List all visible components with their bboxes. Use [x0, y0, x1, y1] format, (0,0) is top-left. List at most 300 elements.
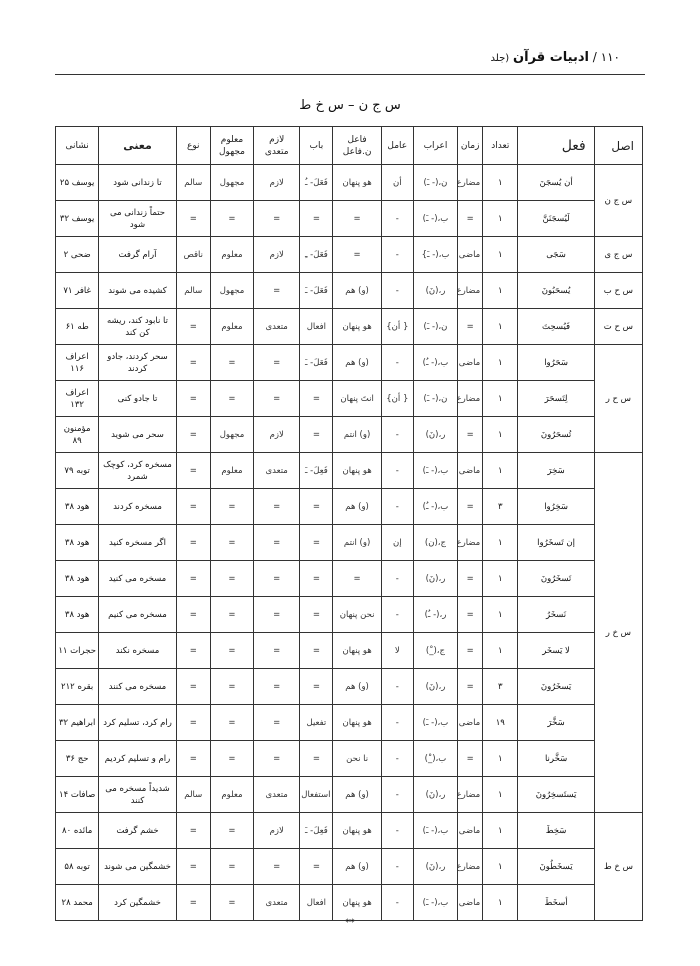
- count-cell: ۳: [483, 669, 518, 705]
- governor-cell: -: [381, 345, 413, 381]
- running-head: [491, 50, 620, 65]
- voice-cell: مجهول: [210, 165, 253, 201]
- verb-cell: نَسخَرُ: [518, 597, 594, 633]
- transitivity-cell: لازم: [254, 813, 300, 849]
- table-row: [56, 237, 643, 273]
- table-header-row: [56, 127, 643, 165]
- table-row: [56, 741, 643, 777]
- col-header-reference: نشانی: [56, 127, 99, 165]
- verb-table: [55, 126, 643, 921]
- tense-cell: ماضی: [458, 885, 483, 921]
- table-row: [56, 309, 643, 345]
- root-cell: س خ ر: [594, 453, 642, 813]
- inflection-cell: ج،(ن): [413, 525, 457, 561]
- transitivity-cell: =: [254, 561, 300, 597]
- voice-cell: =: [210, 849, 253, 885]
- subject-cell: هو پنهان: [333, 309, 381, 345]
- reference-cell: مائده ۸۰: [56, 813, 99, 849]
- subject-cell: نحن پنهان: [333, 597, 381, 633]
- reference-cell: توبه ۵۸: [56, 849, 99, 885]
- tense-cell: =: [458, 489, 483, 525]
- reference-cell: یوسف ۳۲: [56, 201, 99, 237]
- inflection-cell: ب،(- ـَ): [413, 885, 457, 921]
- verb-cell: سَخِطَ: [518, 813, 594, 849]
- transitivity-cell: =: [254, 849, 300, 885]
- pattern-cell: فَعَلَ- ـَ: [300, 345, 333, 381]
- count-cell: ۱: [483, 633, 518, 669]
- meaning-cell: خشم گرفت: [99, 813, 176, 849]
- table-row: [56, 201, 643, 237]
- reference-cell: بقره ۲۱۲: [56, 669, 99, 705]
- subject-cell: (و) هم: [333, 273, 381, 309]
- col-header-verb: فعل: [518, 127, 594, 165]
- reference-cell: طه ۶۱: [56, 309, 99, 345]
- count-cell: ۱: [483, 381, 518, 417]
- tense-cell: =: [458, 309, 483, 345]
- pattern-cell: فَعِلَ- ـَ: [300, 813, 333, 849]
- governor-cell: -: [381, 813, 413, 849]
- meaning-cell: تا نابود کند، ریشه کن کند: [99, 309, 176, 345]
- voice-cell: =: [210, 381, 253, 417]
- transitivity-cell: =: [254, 525, 300, 561]
- reference-cell: حج ۳۶: [56, 741, 99, 777]
- table-row: [56, 705, 643, 741]
- inflection-cell: ب،(- ـُ): [413, 489, 457, 525]
- transitivity-cell: =: [254, 633, 300, 669]
- pattern-cell: =: [300, 381, 333, 417]
- verb-cell: تَسخَرُونَ: [518, 561, 594, 597]
- count-cell: ۱: [483, 309, 518, 345]
- reference-cell: مؤمنون ۸۹: [56, 417, 99, 453]
- verb-cell: أن يُسجَنَ: [518, 165, 594, 201]
- transitivity-cell: لازم: [254, 237, 300, 273]
- table-row: [56, 813, 643, 849]
- voice-cell: =: [210, 525, 253, 561]
- table-row: [56, 273, 643, 309]
- pattern-cell: فَعَلَ- ـِ: [300, 237, 333, 273]
- pattern-cell: =: [300, 597, 333, 633]
- table-row: [56, 489, 643, 525]
- volume-label: (جلد: [490, 53, 510, 64]
- meaning-cell: تا زندانی شود: [99, 165, 176, 201]
- type-cell: =: [176, 309, 210, 345]
- subject-cell: =: [333, 201, 381, 237]
- table-row: [56, 165, 643, 201]
- col-header-voice: معلوم مجهول: [210, 127, 253, 165]
- book-title: ادبیات قرآن: [513, 50, 589, 65]
- tense-cell: =: [458, 201, 483, 237]
- verb-cell: سَجَی: [518, 237, 594, 273]
- count-cell: ۱: [483, 417, 518, 453]
- inflection-cell: ر،(نَ): [413, 561, 457, 597]
- table-row: [56, 885, 643, 921]
- reference-cell: غافر ۷۱: [56, 273, 99, 309]
- footer-mark: **: [345, 918, 355, 928]
- governor-cell: { أن}: [381, 381, 413, 417]
- subject-cell: هو پنهان: [333, 813, 381, 849]
- governor-cell: -: [381, 201, 413, 237]
- verb-cell: فَيُسحِتَ: [518, 309, 594, 345]
- tense-cell: ماضی: [458, 345, 483, 381]
- col-header-type: نوع: [176, 127, 210, 165]
- voice-cell: =: [210, 633, 253, 669]
- verb-cell: أسخَطَ: [518, 885, 594, 921]
- transitivity-cell: لازم: [254, 417, 300, 453]
- pattern-cell: فَعَلَ- ـَ: [300, 273, 333, 309]
- tense-cell: =: [458, 633, 483, 669]
- table-row: [56, 345, 643, 381]
- transitivity-cell: =: [254, 489, 300, 525]
- count-cell: ۱: [483, 849, 518, 885]
- type-cell: =: [176, 417, 210, 453]
- inflection-cell: ب،(- ـَ}: [413, 237, 457, 273]
- governor-cell: لا: [381, 633, 413, 669]
- type-cell: =: [176, 345, 210, 381]
- count-cell: ۱۹: [483, 705, 518, 741]
- meaning-cell: خشمگین کرد: [99, 885, 176, 921]
- reference-cell: توبه ۷۹: [56, 453, 99, 489]
- meaning-cell: کشیده می شوند: [99, 273, 176, 309]
- transitivity-cell: متعدی: [254, 777, 300, 813]
- governor-cell: -: [381, 777, 413, 813]
- tense-cell: =: [458, 669, 483, 705]
- verb-cell: لِتَسحَرَ: [518, 381, 594, 417]
- voice-cell: معلوم: [210, 453, 253, 489]
- type-cell: =: [176, 597, 210, 633]
- reference-cell: یوسف ۲۵: [56, 165, 99, 201]
- tense-cell: ماضی: [458, 453, 483, 489]
- inflection-cell: ن،(- ـَ): [413, 309, 457, 345]
- col-header-transitivity: لازم متعدی: [254, 127, 300, 165]
- tense-cell: مضارع: [458, 525, 483, 561]
- type-cell: =: [176, 705, 210, 741]
- meaning-cell: مسخره کردند: [99, 489, 176, 525]
- col-header-governor: عامل: [381, 127, 413, 165]
- inflection-cell: ن،(- ـَ): [413, 381, 457, 417]
- type-cell: سالم: [176, 273, 210, 309]
- inflection-cell: ر،(نَ): [413, 669, 457, 705]
- meaning-cell: حتماً زندانی می شود: [99, 201, 176, 237]
- type-cell: =: [176, 741, 210, 777]
- governor-cell: -: [381, 237, 413, 273]
- verb-cell: إن تَسخَرُوا: [518, 525, 594, 561]
- governor-cell: -: [381, 885, 413, 921]
- count-cell: ۱: [483, 237, 518, 273]
- reference-cell: حجرات ۱۱: [56, 633, 99, 669]
- voice-cell: =: [210, 885, 253, 921]
- tense-cell: مضارع: [458, 165, 483, 201]
- voice-cell: =: [210, 561, 253, 597]
- verb-cell: يَسخَرُونَ: [518, 669, 594, 705]
- subject-cell: هو پنهان: [333, 453, 381, 489]
- subject-cell: (و) هم: [333, 345, 381, 381]
- voice-cell: =: [210, 813, 253, 849]
- subject-cell: (و) هم: [333, 777, 381, 813]
- col-header-tense: زمان: [458, 127, 483, 165]
- transitivity-cell: متعدی: [254, 309, 300, 345]
- verb-cell: يَسخَطُونَ: [518, 849, 594, 885]
- governor-cell: أن: [381, 165, 413, 201]
- verb-cell: سَخِرَ: [518, 453, 594, 489]
- root-cell: س خ ط: [594, 813, 642, 921]
- col-header-root: اصل: [594, 127, 642, 165]
- governor-cell: -: [381, 597, 413, 633]
- tense-cell: =: [458, 417, 483, 453]
- subject-cell: هو پنهان: [333, 885, 381, 921]
- tense-cell: =: [458, 741, 483, 777]
- subject-cell: =: [333, 561, 381, 597]
- subject-cell: هو پنهان: [333, 705, 381, 741]
- type-cell: =: [176, 849, 210, 885]
- meaning-cell: مسخره می کنند: [99, 669, 176, 705]
- meaning-cell: تا جادو کنی: [99, 381, 176, 417]
- pattern-cell: =: [300, 525, 333, 561]
- count-cell: ۳: [483, 489, 518, 525]
- transitivity-cell: =: [254, 741, 300, 777]
- reference-cell: اعراف ۱۱۶: [56, 345, 99, 381]
- voice-cell: مجهول: [210, 273, 253, 309]
- head-separator: /: [592, 50, 597, 64]
- governor-cell: -: [381, 849, 413, 885]
- page-number: ۱۱۰: [600, 50, 620, 64]
- table-row: [56, 417, 643, 453]
- subject-cell: نا نحن: [333, 741, 381, 777]
- subject-cell: (و) هم: [333, 669, 381, 705]
- transitivity-cell: =: [254, 201, 300, 237]
- voice-cell: =: [210, 705, 253, 741]
- inflection-cell: ب،(- ـَ): [413, 813, 457, 849]
- verb-cell: سَخَّرنا: [518, 741, 594, 777]
- voice-cell: =: [210, 345, 253, 381]
- meaning-cell: آرام گرفت: [99, 237, 176, 273]
- table-row: [56, 669, 643, 705]
- table-row: [56, 633, 643, 669]
- meaning-cell: خشمگین می شوند: [99, 849, 176, 885]
- type-cell: =: [176, 381, 210, 417]
- pattern-cell: افعال: [300, 309, 333, 345]
- meaning-cell: سحر می شوید: [99, 417, 176, 453]
- governor-cell: -: [381, 417, 413, 453]
- voice-cell: =: [210, 489, 253, 525]
- reference-cell: ضحی ۲: [56, 237, 99, 273]
- pattern-cell: =: [300, 489, 333, 525]
- pattern-cell: =: [300, 417, 333, 453]
- pattern-cell: =: [300, 849, 333, 885]
- count-cell: ۱: [483, 777, 518, 813]
- governor-cell: إن: [381, 525, 413, 561]
- reference-cell: اعراف ۱۳۲: [56, 381, 99, 417]
- reference-cell: هود ۳۸: [56, 561, 99, 597]
- governor-cell: -: [381, 453, 413, 489]
- meaning-cell: رام و تسلیم کردیم: [99, 741, 176, 777]
- verb-cell: سَحَرُوا: [518, 345, 594, 381]
- root-cell: س ج ی: [594, 237, 642, 273]
- reference-cell: ابراهیم ۳۲: [56, 705, 99, 741]
- root-cell: س ح ت: [594, 309, 642, 345]
- governor-cell: -: [381, 489, 413, 525]
- count-cell: ۱: [483, 741, 518, 777]
- tense-cell: ماضی: [458, 237, 483, 273]
- verb-cell: سَخَّرَ: [518, 705, 594, 741]
- transitivity-cell: =: [254, 705, 300, 741]
- subject-cell: (و) انتم: [333, 525, 381, 561]
- meaning-cell: شدیداً مسخره می کنند: [99, 777, 176, 813]
- voice-cell: معلوم: [210, 777, 253, 813]
- verb-cell: لا يَسخَر: [518, 633, 594, 669]
- count-cell: ۱: [483, 201, 518, 237]
- table-row: [56, 381, 643, 417]
- meaning-cell: مسخره کرد، کوچک شمرد: [99, 453, 176, 489]
- count-cell: ۱: [483, 525, 518, 561]
- type-cell: =: [176, 201, 210, 237]
- col-header-meaning: معنی: [99, 127, 176, 165]
- subject-cell: =: [333, 237, 381, 273]
- tense-cell: مضارع: [458, 381, 483, 417]
- type-cell: =: [176, 489, 210, 525]
- pattern-cell: فَعَلَ- ـُ: [300, 165, 333, 201]
- voice-cell: معلوم: [210, 237, 253, 273]
- count-cell: ۱: [483, 165, 518, 201]
- col-header-pattern: باب: [300, 127, 333, 165]
- count-cell: ۱: [483, 453, 518, 489]
- table-row: [56, 453, 643, 489]
- voice-cell: =: [210, 741, 253, 777]
- section-title: س ج ن – س خ ط: [299, 98, 401, 113]
- col-header-inflection: اعراب: [413, 127, 457, 165]
- count-cell: ۱: [483, 597, 518, 633]
- inflection-cell: ر،(- ـُ): [413, 597, 457, 633]
- type-cell: سالم: [176, 777, 210, 813]
- count-cell: ۱: [483, 273, 518, 309]
- pattern-cell: فَعِلَ- ـَ: [300, 453, 333, 489]
- transitivity-cell: متعدی: [254, 885, 300, 921]
- type-cell: =: [176, 525, 210, 561]
- reference-cell: هود ۳۸: [56, 525, 99, 561]
- subject-cell: (و) هم: [333, 849, 381, 885]
- reference-cell: محمد ۲۸: [56, 885, 99, 921]
- type-cell: =: [176, 669, 210, 705]
- transitivity-cell: =: [254, 273, 300, 309]
- table-row: [56, 597, 643, 633]
- root-cell: س ج ن: [594, 165, 642, 237]
- pattern-cell: تفعیل: [300, 705, 333, 741]
- transitivity-cell: =: [254, 345, 300, 381]
- transitivity-cell: =: [254, 597, 300, 633]
- count-cell: ۱: [483, 813, 518, 849]
- meaning-cell: مسخره می کنید: [99, 561, 176, 597]
- tense-cell: ماضی: [458, 813, 483, 849]
- table-row: [56, 561, 643, 597]
- table-row: [56, 849, 643, 885]
- subject-cell: هو پنهان: [333, 165, 381, 201]
- pattern-cell: =: [300, 633, 333, 669]
- type-cell: ناقص: [176, 237, 210, 273]
- governor-cell: -: [381, 561, 413, 597]
- meaning-cell: مسخره می کنیم: [99, 597, 176, 633]
- voice-cell: =: [210, 201, 253, 237]
- tense-cell: مضارع: [458, 777, 483, 813]
- pattern-cell: افعال: [300, 885, 333, 921]
- col-header-subject: فاعل ن.فاعل: [333, 127, 381, 165]
- count-cell: ۱: [483, 345, 518, 381]
- subject-cell: هو پنهان: [333, 633, 381, 669]
- governor-cell: { أن}: [381, 309, 413, 345]
- pattern-cell: =: [300, 741, 333, 777]
- reference-cell: صافات ۱۴: [56, 777, 99, 813]
- transitivity-cell: متعدی: [254, 453, 300, 489]
- type-cell: سالم: [176, 165, 210, 201]
- tense-cell: =: [458, 597, 483, 633]
- tense-cell: =: [458, 561, 483, 597]
- governor-cell: -: [381, 669, 413, 705]
- verb-cell: يَستَسخِرُونَ: [518, 777, 594, 813]
- verb-cell: سَخِرُوا: [518, 489, 594, 525]
- count-cell: ۱: [483, 561, 518, 597]
- transitivity-cell: =: [254, 381, 300, 417]
- table-row: [56, 777, 643, 813]
- col-header-count: تعداد: [483, 127, 518, 165]
- inflection-cell: ب،(- ـَ): [413, 705, 457, 741]
- tense-cell: مضارع: [458, 849, 483, 885]
- reference-cell: هود ۳۸: [56, 597, 99, 633]
- inflection-cell: ر،(نَ): [413, 417, 457, 453]
- table-body: [56, 165, 643, 921]
- subject-cell: (و) هم: [333, 489, 381, 525]
- inflection-cell: ب،(- ـَ): [413, 201, 457, 237]
- inflection-cell: ر،(نَ): [413, 849, 457, 885]
- meaning-cell: سحر کردند، جادو کردند: [99, 345, 176, 381]
- verb-cell: يُسحَبُونَ: [518, 273, 594, 309]
- type-cell: =: [176, 453, 210, 489]
- meaning-cell: اگر مسخره کنید: [99, 525, 176, 561]
- type-cell: =: [176, 885, 210, 921]
- inflection-cell: ر،(نَ): [413, 777, 457, 813]
- governor-cell: -: [381, 705, 413, 741]
- subject-cell: (و) انتم: [333, 417, 381, 453]
- pattern-cell: =: [300, 561, 333, 597]
- type-cell: =: [176, 813, 210, 849]
- reference-cell: هود ۳۸: [56, 489, 99, 525]
- inflection-cell: ب،(_ْ): [413, 741, 457, 777]
- count-cell: ۱: [483, 885, 518, 921]
- transitivity-cell: لازم: [254, 165, 300, 201]
- governor-cell: -: [381, 741, 413, 777]
- inflection-cell: ب،(- ـُ): [413, 345, 457, 381]
- transitivity-cell: =: [254, 669, 300, 705]
- tense-cell: ماضی: [458, 705, 483, 741]
- pattern-cell: استفعال: [300, 777, 333, 813]
- inflection-cell: ر،(نَ): [413, 273, 457, 309]
- verb-cell: تُسحَرُونَ: [518, 417, 594, 453]
- table-row: [56, 525, 643, 561]
- voice-cell: معلوم: [210, 309, 253, 345]
- pattern-cell: =: [300, 669, 333, 705]
- meaning-cell: مسخره نکند: [99, 633, 176, 669]
- tense-cell: مضارع: [458, 273, 483, 309]
- meaning-cell: رام کرد، تسلیم کرد: [99, 705, 176, 741]
- governor-cell: -: [381, 273, 413, 309]
- root-cell: س ح ب: [594, 273, 642, 309]
- inflection-cell: ن،(- ـَ): [413, 165, 457, 201]
- header-rule: [55, 74, 645, 75]
- voice-cell: =: [210, 669, 253, 705]
- voice-cell: مجهول: [210, 417, 253, 453]
- inflection-cell: ج،(_ْ): [413, 633, 457, 669]
- voice-cell: =: [210, 597, 253, 633]
- inflection-cell: ب،(- ـَ): [413, 453, 457, 489]
- verb-cell: لَيُسجَنَنَّ: [518, 201, 594, 237]
- root-cell: س ح ر: [594, 345, 642, 453]
